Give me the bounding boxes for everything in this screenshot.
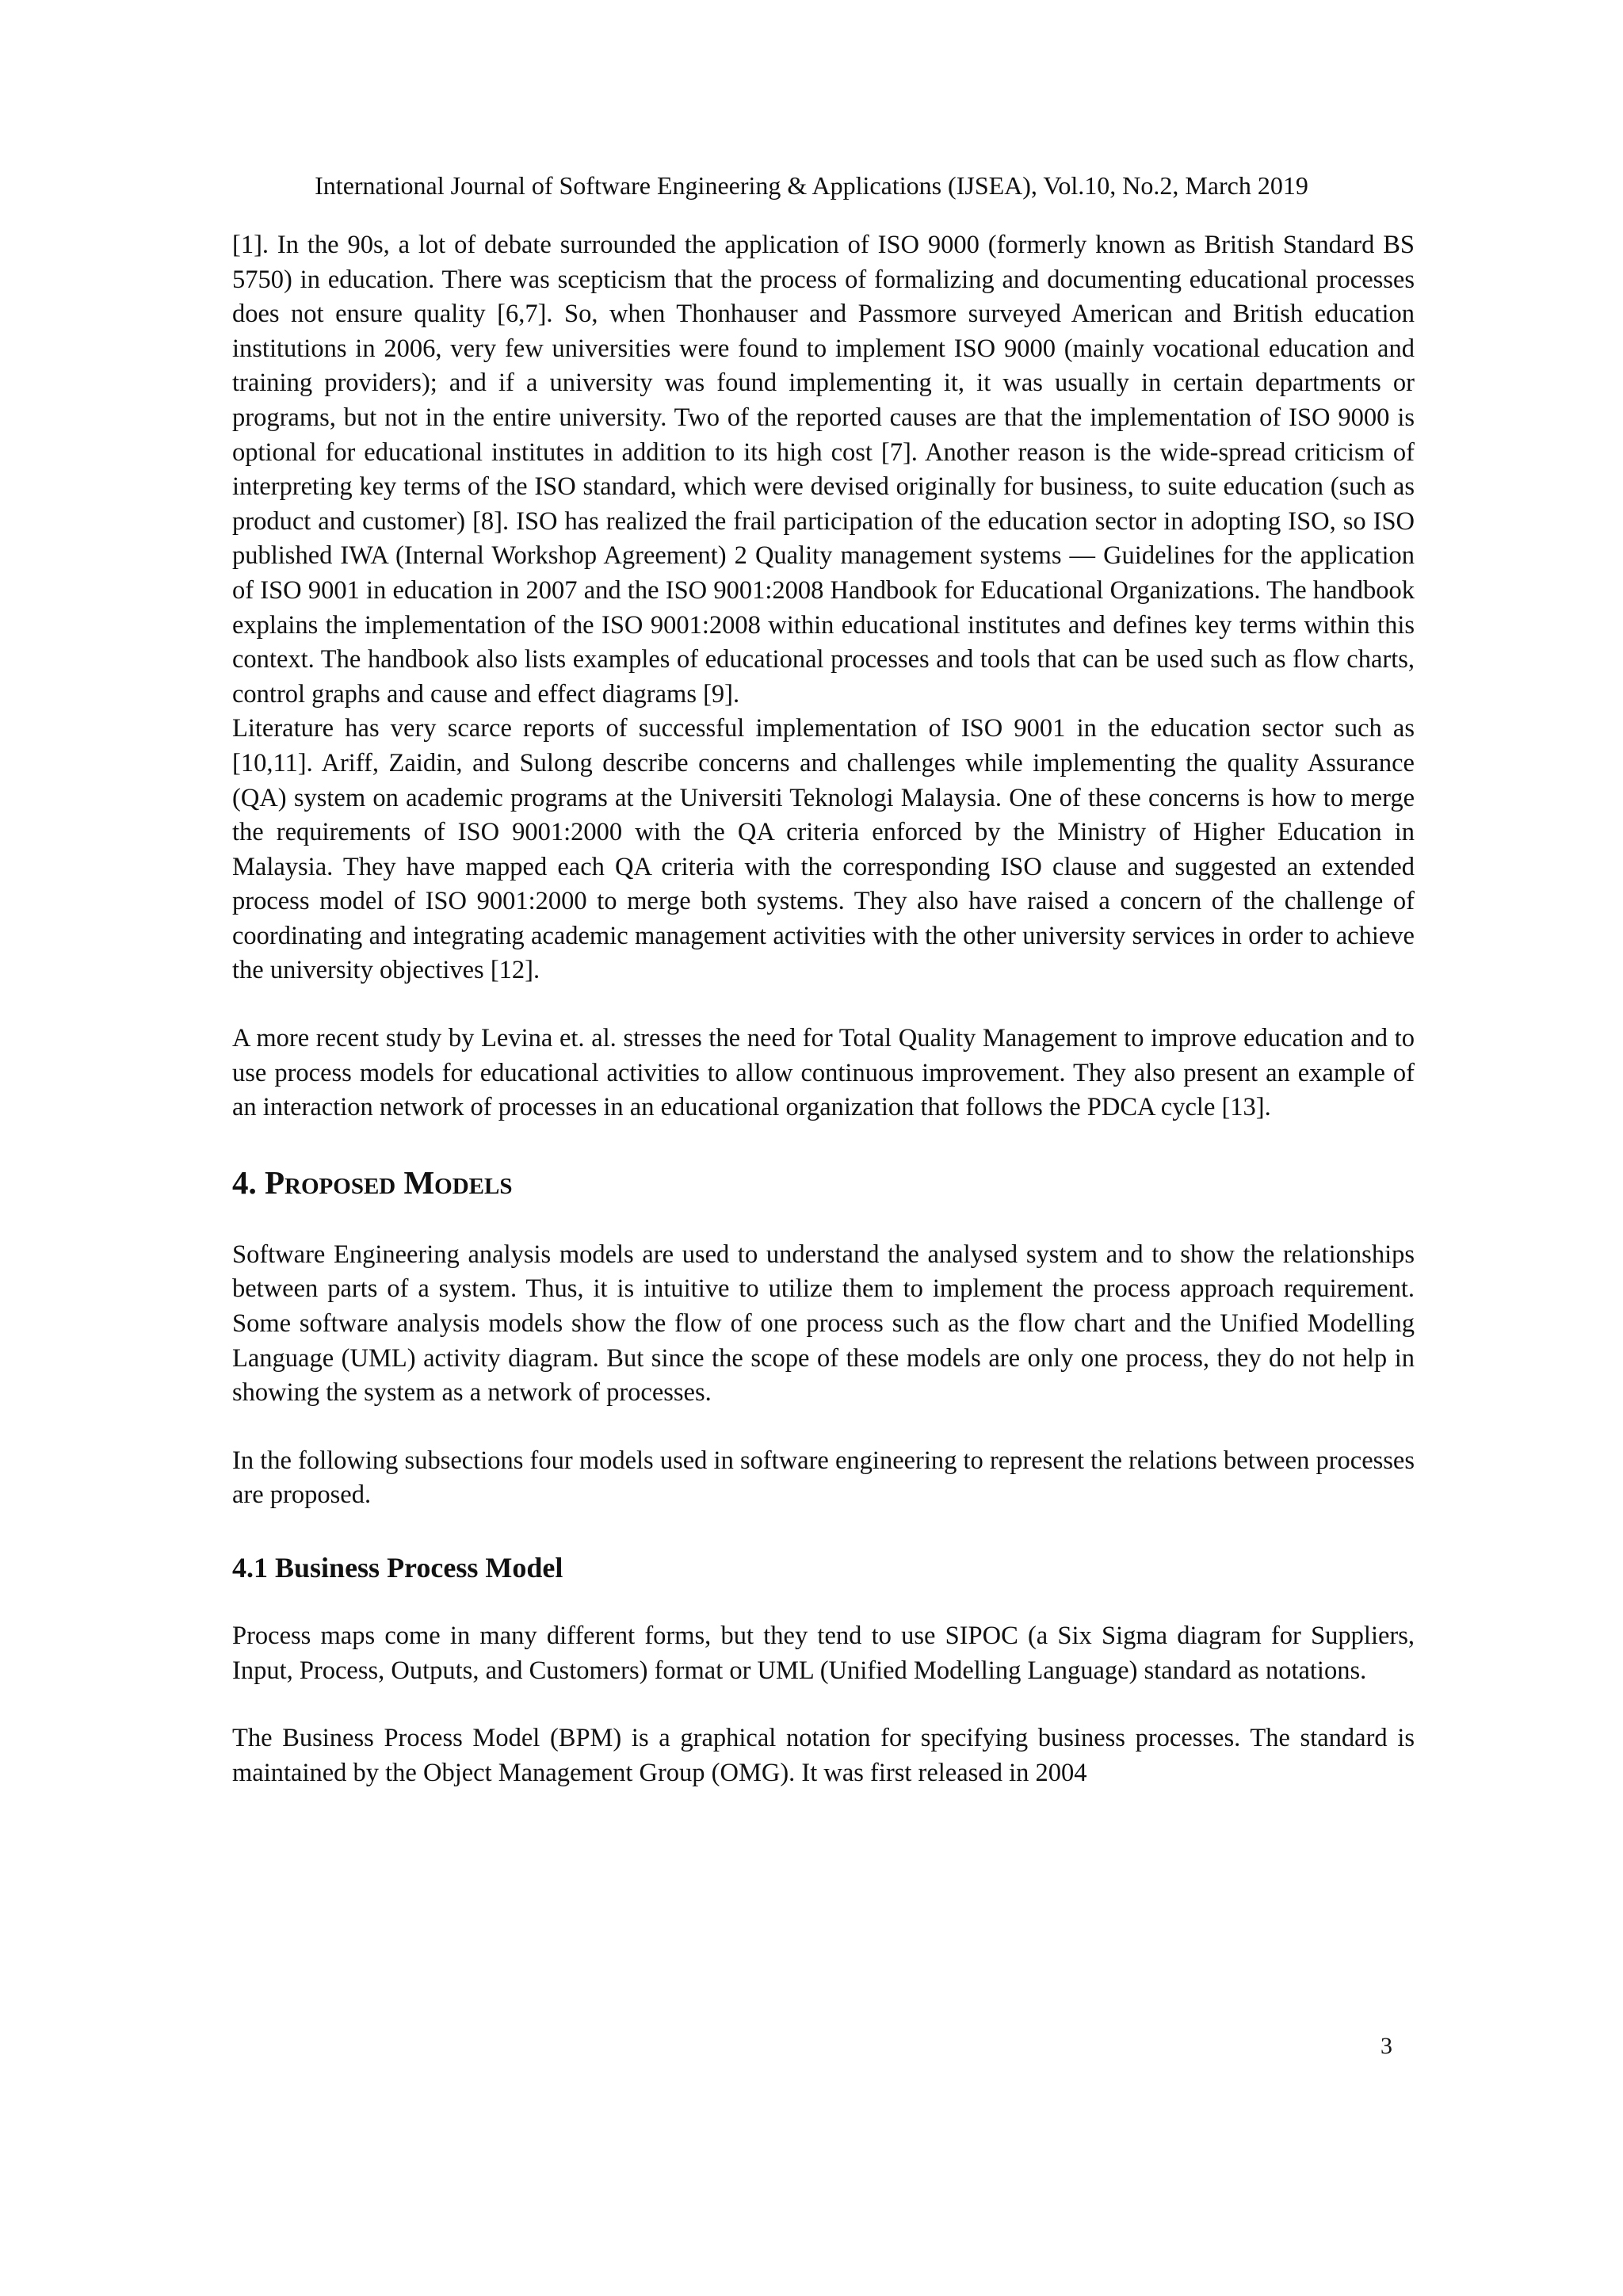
paragraph-analysis-models: Software Engineering analysis models are used to understand the analysed system and to show the relationships between parts of a system. Thus, it is intuitive to utilize them to implement the process approach requirement. Some software analysis models show the flow of one process such as the flow chart and the Unified Modelling Language (UML) activity diagram. But since the scope of these models are only one process, they do not help in showing the system as a network of processes. xyxy=(232,1240,1415,1408)
paragraph-process-maps: Process maps come in many different forms, but they tend to use SIPOC (a Six Sigma diagram for Suppliers, Input, Process, Outputs, and Customers) format or UML (Unified Modelling Language) standard as notations. xyxy=(232,1622,1415,1685)
subsection-heading-business-process-model: 4.1 Business Process Model xyxy=(232,1552,563,1584)
paragraph-gap xyxy=(232,988,1415,1022)
paragraph-iso9001-literature: Literature has very scarce reports of successful implementation of ISO 9001 in the education sector such as [10,11]. Ariff, Zaidin, and Sulong describe concerns and challenges while implementing the quality Assurance (QA) system on academic programs at the Universiti Teknologi Malaysia. One of these concerns is how to merge the requirements of ISO 9001:2000 with the QA criteria enforced by the Ministry of Higher Education in Malaysia. They have mapped each QA criteria with the corresponding ISO clause and suggested an extended process model of ISO 9001:2000 to merge both systems. They also have raised a concern of the challenge of coordinating and integrating academic management activities with the other university services in order to achieve the university objectives [12]. xyxy=(232,714,1415,985)
paragraph-gap xyxy=(232,1411,1415,1444)
running-header: International Journal of Software Engineering & Applications (IJSEA), Vol.10, No.2, March 2019 xyxy=(315,171,1308,200)
paragraph-gap xyxy=(232,1688,1415,1721)
paragraph-iso9000-education: [1]. In the 90s, a lot of debate surrounded the application of ISO 9000 (formerly known as British Standard BS 5750) in education. There was scepticism that the process of formalizing and documenting educational processes does not ensure quality [6,7]. So, when Thonhauser and Passmore surveyed American and British education institutions in 2006, very few universities were found to implement ISO 9000 (mainly vocational education and training providers); and if a university was found implementing it, it was usually in certain departments or programs, but not in the entire university. Two of the reported causes are that the implementation of ISO 9000 is optional for educational institutes in addition to its high cost [7]. Another reason is the wide-spread criticism of interpreting key terms of the ISO standard, which were devised originally for business, to suite education (such as product and customer) [8]. ISO has realized the frail participation of the education sector in adopting ISO, so ISO published IWA (Internal Workshop Agreement) 2 Quality management systems — Guidelines for the application of ISO 9001 in education in 2007 and the ISO 9001:2008 Handbook for Educational Organizations. The handbook explains the implementation of the ISO 9001:2008 within educational institutes and defines key terms within this context. The handbook also lists examples of educational processes and tools that can be used such as flow charts, control graphs and cause and effect diagrams [9]. xyxy=(232,231,1415,709)
page-number: 3 xyxy=(1381,2033,1392,2059)
section-title: Proposed Models xyxy=(265,1163,513,1201)
paragraph-bpm-definition: The Business Process Model (BPM) is a graphical notation for specifying business processes. The standard is maintained by the Object Management Group (OMG). It was first released in 2004 xyxy=(232,1724,1415,1787)
paragraph-subsections-intro: In the following subsections four models used in software engineering to represent the relations between processes are proposed. xyxy=(232,1446,1415,1510)
paragraph-levina-study: A more recent study by Levina et. al. stresses the need for Total Quality Management to improve education and to use process models for educational activities to allow continuous improvement. They also present an example of an interaction network of processes in an educational organization that follows the PDCA cycle [13]. xyxy=(232,1024,1415,1122)
section-number: 4. xyxy=(232,1163,265,1201)
section-heading-proposed-models xyxy=(232,1162,1415,1203)
article-body xyxy=(232,228,1415,1790)
